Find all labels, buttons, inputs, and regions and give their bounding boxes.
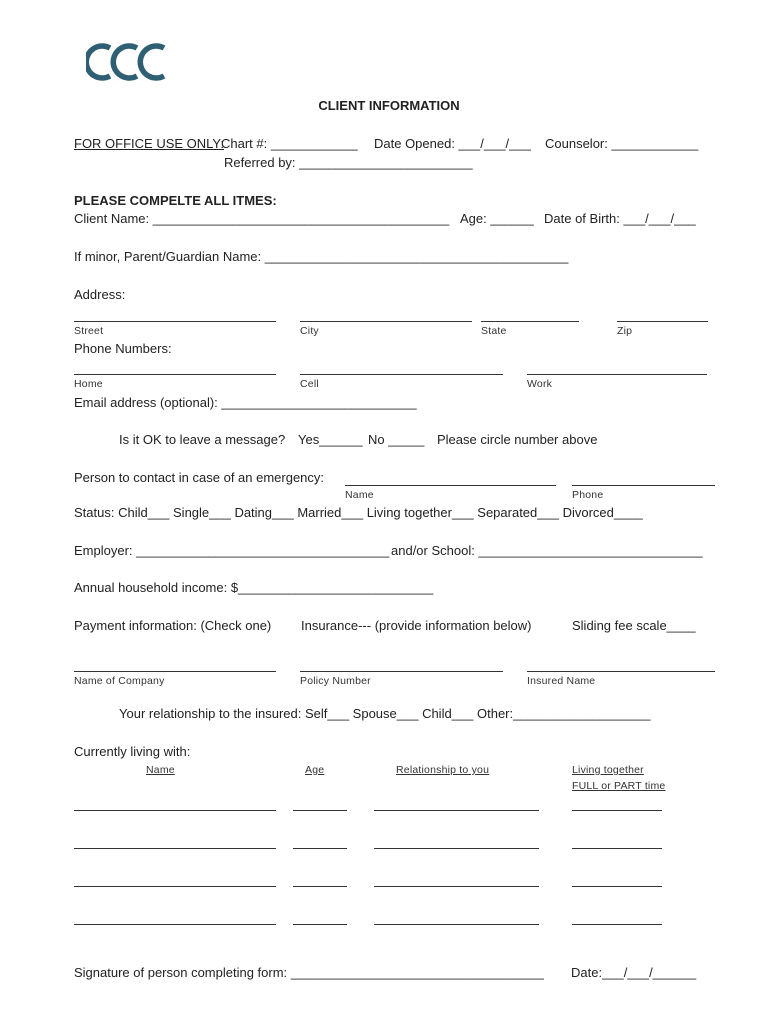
policy-caption: Policy Number [300,675,371,687]
city-line [300,321,472,322]
emergency-phone-line [572,485,715,486]
payment-sliding: Sliding fee scale____ [572,618,696,633]
insured-caption: Insured Name [527,675,596,687]
message-no: No _____ [368,432,425,447]
household-row-3-relationship [374,886,539,887]
household-row-4-relationship [374,924,539,925]
household-row-1-name [74,810,276,811]
col-living-header-1: Living together [572,764,644,776]
work-phone-line [527,374,707,375]
work-caption: Work [527,378,553,390]
household-row-4-living [572,924,662,925]
employer-field: Employer: ___________________________________ [74,543,390,558]
ccc-logo [86,40,178,84]
company-line [74,671,276,672]
instructions-heading: PLEASE COMPELTE ALL ITMES: [74,193,277,208]
col-name-header: Name [146,764,175,776]
phone-label: Phone Numbers: [74,341,172,356]
emergency-name-line [345,485,556,486]
street-caption: Street [74,325,104,337]
street-line [74,321,276,322]
email-field: Email address (optional): ___________________________ [74,395,417,410]
income-field: Annual household income: $___________________________ [74,580,434,595]
household-row-2-age [293,848,347,849]
state-line [481,321,579,322]
household-row-3-name [74,886,276,887]
emergency-label: Person to contact in case of an emergency: [74,470,325,485]
form-title: CLIENT INFORMATION [318,98,460,113]
state-caption: State [481,325,507,337]
dob-field: Date of Birth: ___/___/___ [544,211,696,226]
signature-date-field: Date:___/___/______ [571,965,697,980]
household-row-2-relationship [374,848,539,849]
col-age-header: Age [305,764,325,776]
guardian-field: If minor, Parent/Guardian Name: __________________________________________ [74,249,569,264]
col-relationship-header: Relationship to you [396,764,490,776]
household-row-2-living [572,848,662,849]
city-caption: City [300,325,319,337]
payment-label: Payment information: (Check one) [74,618,272,633]
payment-insurance: Insurance--- (provide information below) [301,618,532,633]
cell-caption: Cell [300,378,319,390]
household-row-2-name [74,848,276,849]
policy-line [300,671,503,672]
address-label: Address: [74,287,126,302]
message-question: Is it OK to leave a message? [119,432,286,447]
status-field: Status: Child___ Single___ Dating___ Married___ Living together___ Separated___ Divorced____ [74,505,643,520]
referred-by-field: Referred by: ________________________ [224,155,473,170]
chart-number-field: Chart #: ____________ [221,136,358,151]
company-caption: Name of Company [74,675,165,687]
signature-field: Signature of person completing form: ___________________________________ [74,965,544,980]
home-caption: Home [74,378,103,390]
living-label: Currently living with: [74,744,191,759]
emergency-name-caption: Name [345,489,374,501]
household-row-4-name [74,924,276,925]
counselor-field: Counselor: ____________ [545,136,699,151]
household-row-3-living [572,886,662,887]
household-row-1-relationship [374,810,539,811]
message-note: Please circle number above [437,432,598,447]
household-row-1-age [293,810,347,811]
home-phone-line [74,374,276,375]
col-living-header-2: FULL or PART time [572,780,666,792]
household-row-4-age [293,924,347,925]
relationship-field: Your relationship to the insured: Self___ Spouse___ Child___ Other:___________________ [119,706,651,721]
school-field: and/or School: _______________________________ [391,543,703,558]
age-field: Age: ______ [460,211,534,226]
office-use-label: FOR OFFICE USE ONLY: [74,136,225,151]
cell-phone-line [300,374,503,375]
zip-line [617,321,708,322]
insured-line [527,671,715,672]
client-name-field: Client Name: _________________________________________ [74,211,450,226]
message-yes: Yes______ [298,432,363,447]
emergency-phone-caption: Phone [572,489,604,501]
date-opened-field: Date Opened: ___/___/___ [374,136,531,151]
household-row-3-age [293,886,347,887]
zip-caption: Zip [617,325,633,337]
household-row-1-living [572,810,662,811]
